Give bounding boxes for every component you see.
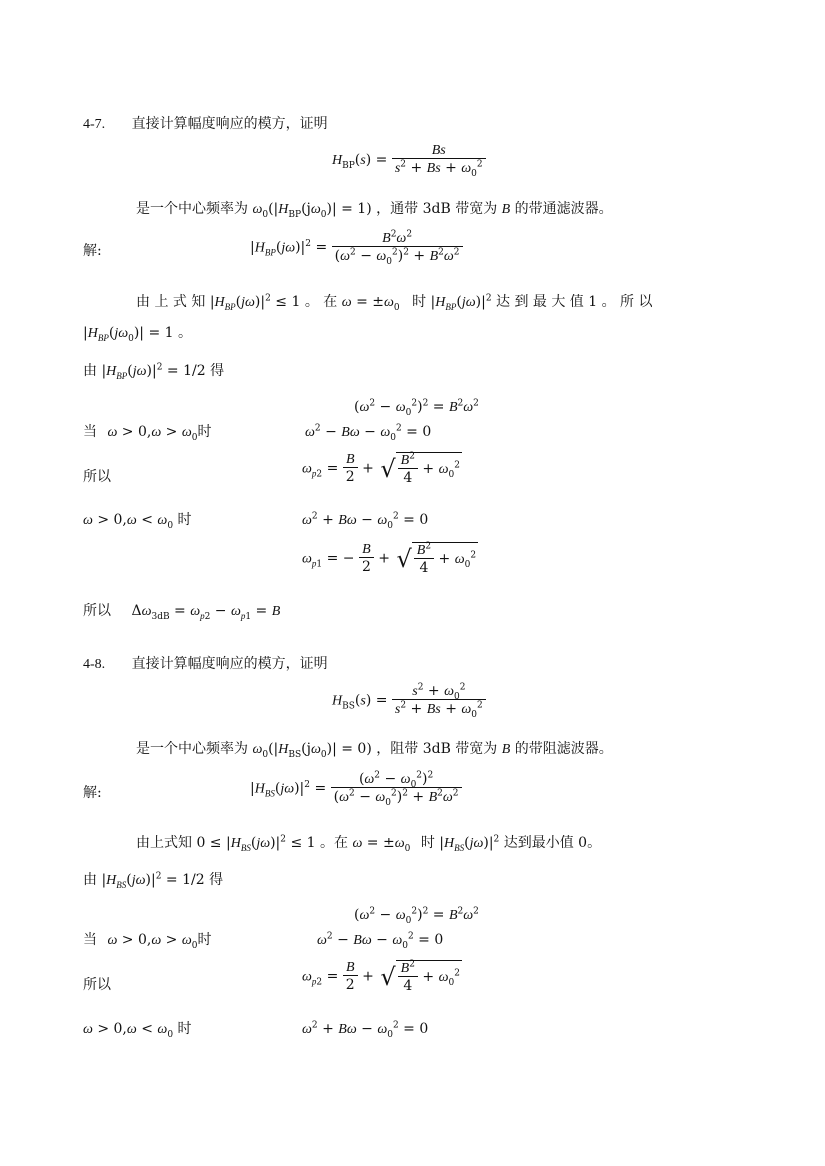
so-label: 所以	[83, 469, 111, 485]
statement-text: 是一个中心频率为	[136, 741, 248, 757]
problem-title: 直接计算幅度响应的模方，证明	[131, 656, 328, 672]
text: 得	[209, 872, 224, 888]
problem-title: 直接计算幅度响应的模方，证明	[131, 116, 328, 132]
text: 时	[177, 512, 192, 528]
equation-square: $(\omega^2 - \omega_0^2)^2 = B^2\omega^2$	[354, 398, 479, 418]
text: 由	[83, 363, 97, 379]
text: 达到最小值 0。	[503, 835, 602, 851]
text: 。	[178, 325, 192, 341]
problem-number: 4-7.	[83, 117, 106, 132]
statement-text: ，阻带 3dB 带宽为	[376, 741, 498, 757]
statement-4-8: 是一个中心频率为 $\omega_0(|H_{BS}(j\omega_0)| = 0)$ ，阻带 3dB 带宽为 B 的带阻滤波器。	[136, 741, 613, 760]
equation-omega-p1: $\omega_{p1}$ = − $\frac{B}{2}$ + √ $\frac{B^2}{4}$ + $\omega_0^2$	[302, 541, 477, 576]
text: 由	[83, 872, 97, 888]
equation-square-bs: $(\omega^2 - \omega_0^2)^2 = B^2\omega^2$	[354, 906, 479, 926]
text: 由上式知	[136, 835, 192, 851]
when-condition-bs: 当 $\omega > 0,\omega > \omega_0$时	[83, 932, 212, 951]
solution-label: 解:	[83, 785, 102, 801]
text: 。在	[320, 835, 349, 851]
text: 由 上 式 知	[136, 294, 206, 310]
equation-magnitude-bs: $|H_{BS}(j\omega)|^2$ = $\frac{(\omega^2 - \omega_0^2)^2}{(\omega^2 - \omega_0^2)^2 + B^2\omega^2}$	[250, 772, 462, 805]
line-from-bs: 由 $|H_{BS}(j\omega)|^2 = 1/2$ 得	[83, 871, 224, 890]
text: 达 到 最 大 值 1 。 所 以	[496, 294, 653, 310]
text: 当	[83, 424, 97, 440]
text: 。 在	[304, 294, 338, 310]
statement-text: 是一个中心频率为	[136, 201, 248, 217]
text: 所以	[83, 603, 111, 619]
equation-omega-p2: $\omega_{p2}$ = $\frac{B}{2}$ + √ $\frac{B^2}{4}$ + $\omega_0^2$	[302, 451, 460, 486]
line-max: 由 上 式 知 $|H_{BP}(j\omega)|^2 \le 1$ 。 在 $\omega = \pm\omega_0$ 时 $|H_{BP}(j\omega)|^2$ 达 到 最 大 值 1 。 所 以	[136, 293, 653, 313]
statement-text: ，通带 3dB 带宽为	[376, 201, 498, 217]
equation-quad-1: $\omega^2 - B\omega - \omega_0^2 = 0$	[305, 423, 432, 443]
text: 时	[197, 932, 212, 948]
equation-hbs: $H_{BS}(s)$ = $\frac{s^2 + \omega_0^2}{s^2 + Bs + \omega_0^2}$	[332, 684, 486, 717]
heading-4-8	[83, 657, 328, 672]
problem-number: 4-8.	[83, 657, 106, 672]
statement-text: 的带通滤波器。	[514, 201, 613, 217]
equation-omega-p2-bs: $\omega_{p2}$ = $\frac{B}{2}$ + √ $\frac{B^2}{4}$ + $\omega_0^2$	[302, 959, 460, 994]
text: 当	[83, 932, 97, 948]
condition-2-bs: $\omega > 0,\omega < \omega_0$ 时	[83, 1021, 192, 1040]
heading-4-7	[83, 117, 328, 132]
equation-magnitude: $|H_{BP}(j\omega)|^2$ = $\frac{B^2\omega^2}{(\omega^2 - \omega_0^2)^2 + B^2\omega^2}$	[250, 231, 463, 264]
text: 时	[420, 835, 435, 851]
solution-label: 解:	[83, 243, 102, 259]
so-label: 所以	[83, 977, 111, 993]
text: 时	[412, 294, 427, 310]
statement-4-7: 是一个中心频率为 $\omega_0(|H_{BP}(j\omega_0)| = 1)$ ，通带 3dB 带宽为 B 的带通滤波器。	[136, 201, 613, 220]
condition-2: $\omega > 0,\omega < \omega_0$ 时	[83, 512, 192, 531]
line-from: 由 $|H_{BP}(j\omega)|^2 = 1/2$ 得	[83, 362, 225, 381]
equation-quad-2: $\omega^2 + B\omega - \omega_0^2 = 0$	[302, 511, 429, 531]
when-condition: 当 $\omega > 0,\omega > \omega_0$时	[83, 424, 212, 443]
equation-quad-1-bs: $\omega^2 - B\omega - \omega_0^2 = 0$	[317, 931, 444, 951]
line-min: 由上式知 $0 \le |H_{BS}(j\omega)|^2 \le 1$ 。在 $\omega = \pm\omega_0$ 时 $|H_{BS}(j\omega)|^2$ 达到最小值 0。	[136, 834, 602, 854]
statement-text: 的带阻滤波器。	[514, 741, 613, 757]
bandwidth-result: 所以 $\Delta\omega_{3dB} = \omega_{p2} - \omega_{p1} = B$	[83, 603, 281, 622]
line-max-2: $|H_{BP}(j\omega_0)| = 1$ 。	[83, 325, 192, 344]
text: 时	[197, 424, 212, 440]
text: 时	[177, 1021, 192, 1037]
equation-quad-2-bs: $\omega^2 + B\omega - \omega_0^2 = 0$	[302, 1020, 429, 1040]
equation-hbp: $H_{BP}(s)$ = $\frac{Bs}{s^2 + Bs + \omega_0^2}$	[332, 144, 486, 176]
text: 得	[210, 363, 225, 379]
